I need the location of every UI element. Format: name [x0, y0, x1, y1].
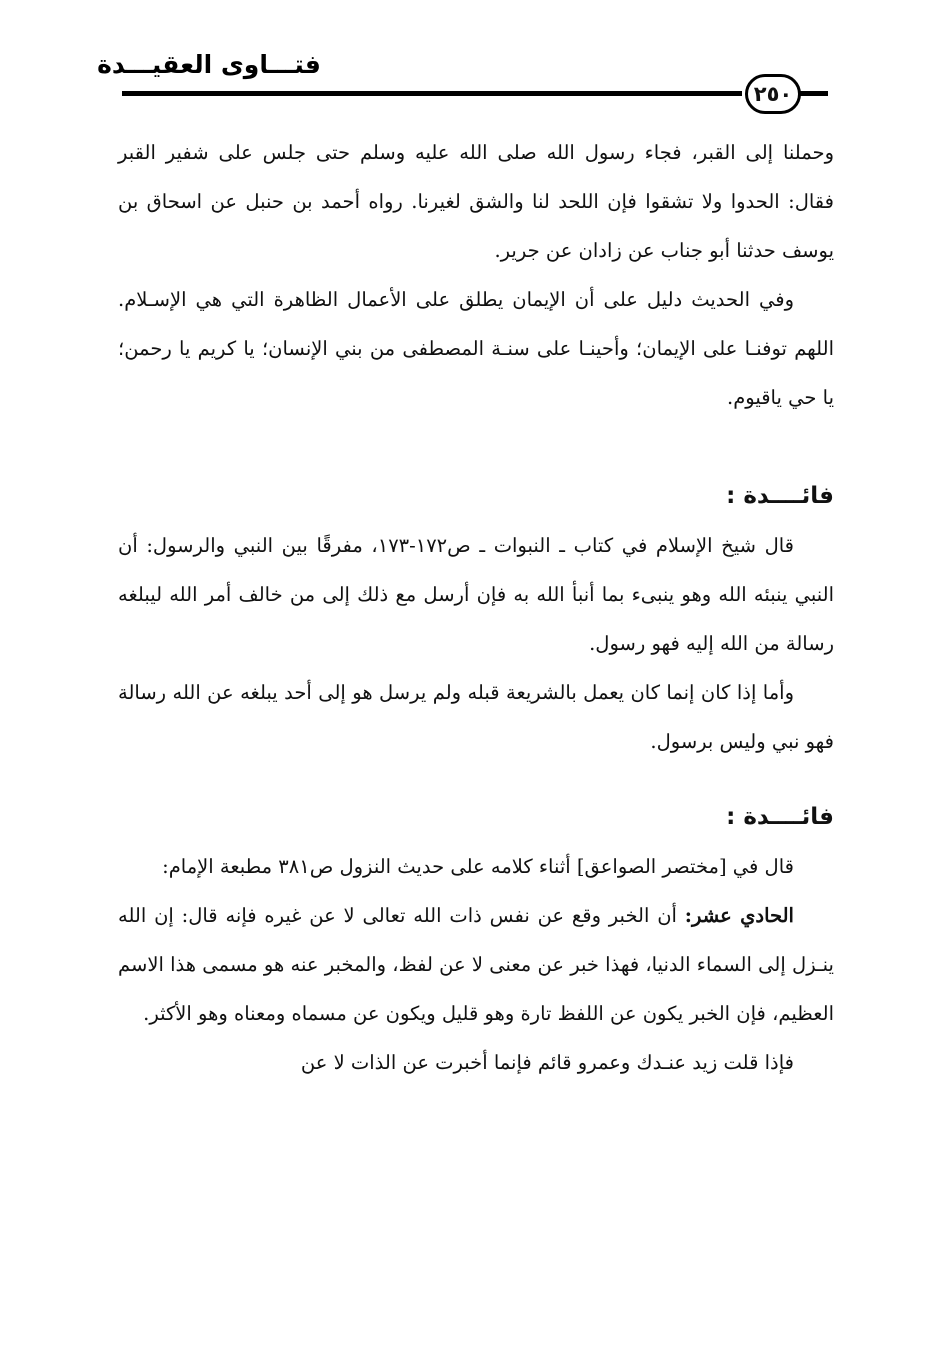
prophet-definition-paragraph: وأما إذا كان إنما كان يعمل بالشريعة قبله ولم يرسل هو إلى أحد يبلغه عن الله رسالة فهو نبي وليس برسول.: [118, 681, 834, 753]
page-number: ٢٥٠: [745, 74, 801, 114]
eleventh-point-text: أن الخبر وقع عن نفس ذات الله تعالى لا عن غيره فإنه قال: إن الله ينـزل إلى السماء الدنيا، فهذا خبر عن معنى لا عن لفظ، والمخبر عنه هو مسمى هذا الاسم العظيم، فإن الخبر يكون عن اللفظ تارة وهو قليل ويكون عن مسماه ومعناه وهو الأكثر.: [118, 904, 834, 1025]
prophet-messenger-paragraph: قال شيخ الإسلام في كتاب ـ النبوات ـ ص١٧٢-١٧٣، مفرقًا بين النبي والرسول: أن النبي ينبئه الله وهو ينبىء بما أنبأ الله به فإن أرسل مع ذلك إلى من خالف أمر الله ليبلغه رسالة من الله إليه فهو رسول.: [118, 534, 834, 655]
citation-paragraph: قال في [مختصر الصواعق] أثناء كلامه على حديث النزول ص٣٨١ مطبعة الإمام:: [162, 855, 794, 878]
page-body: [118, 128, 834, 1087]
header-rule-tail: [800, 91, 828, 96]
section-heading-1: فائــــدة :: [726, 483, 834, 509]
running-title: فتـــاوى العقيـــدة: [97, 50, 321, 79]
section-spacer: [118, 766, 834, 793]
commentary-paragraph: وفي الحديث دليل على أن الإيمان يطلق على الأعمال الظاهرة التي هي الإسـلام. اللهم توفنـا على الإيمان؛ وأحينـا على سنـة المصطفى من بني الإنسان؛ يا كريم يا رحمن؛ يا حي ياقيوم.: [118, 288, 834, 409]
section-heading-2: فائــــدة :: [726, 804, 834, 830]
eleventh-point-paragraph: [118, 891, 834, 1038]
hadith-paragraph: وحملنا إلى القبر، فجاء رسول الله صلى الله عليه وسلم حتى جلس على شفير القبر فقال: الحدوا ولا تشقوا فإن اللحد لنا والشق لغيرنا. رواه أحمد بن حنبل عن اسحاق بن يوسف حدثنا أبو جناب عن زادان عن جرير.: [118, 141, 834, 262]
header-rule: [122, 91, 742, 96]
closing-paragraph: فإذا قلت زيد عنـدك وعمرو قائم فإنما أخبرت عن الذات لا عن: [300, 1051, 794, 1074]
section-spacer: [118, 422, 834, 472]
eleventh-point-lead: الحادي عشر:: [684, 904, 794, 927]
